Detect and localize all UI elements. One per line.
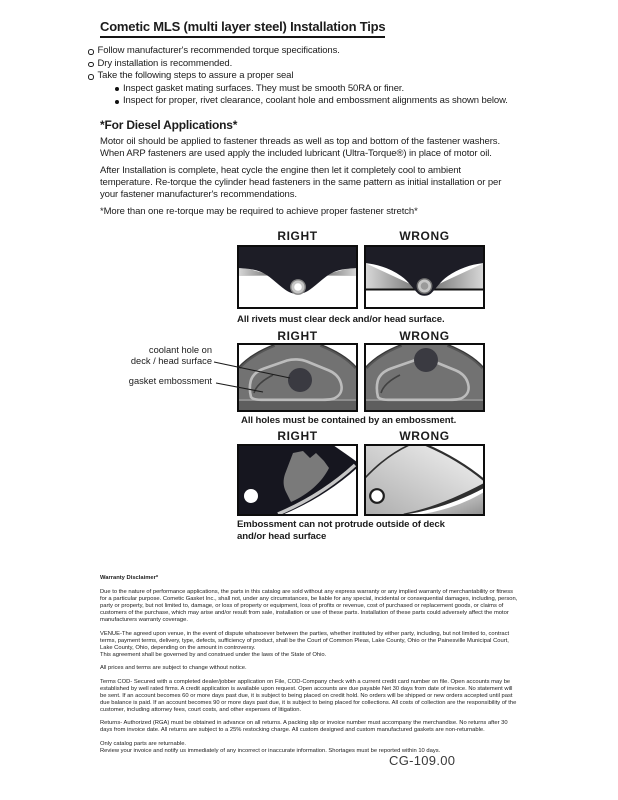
diesel-paragraph: Motor oil should be applied to fastener threads as well as top and bottom of the fastener washers. When ARP fasteners are used apply the included lubricant (Ultra-Torque®) in place of motor oil.	[100, 136, 500, 159]
catalog-page-code: CG-109.00	[389, 753, 456, 768]
legal-paragraph: All prices and terms are subject to change without notice.	[100, 665, 247, 671]
tip-text: Inspect for proper, rivet clearance, coolant hole and embossment alignments as shown below.	[123, 95, 508, 107]
tip-text: Follow manufacturer's recommended torque specifications.	[97, 45, 340, 56]
diagram-row3-caption: Embossment can not protrude outside of deck and/or head surface	[237, 519, 445, 542]
circle-bullet-icon	[88, 49, 94, 55]
circle-bullet-icon	[88, 74, 94, 80]
diagram-row2-caption: All holes must be contained by an embossment.	[241, 415, 457, 426]
tip-text: Dry installation is recommended.	[97, 57, 233, 69]
tip-item	[88, 70, 508, 83]
coolant-hole-right-diagram	[237, 343, 358, 412]
tip-sub-item	[115, 83, 508, 96]
diagram-row1-caption: All rivets must clear deck and/or head surface.	[237, 314, 445, 325]
legal-paragraph: Due to the nature of performance applications, the parts in this catalog are sold without any express warranty or any implied warranty of merchantability or fitness for a particular purpose. Cometic Gasket Inc., shall not, under any circumstances, be liable for any special, incidental or consequential damages, including, person, party or property, but not limited to, damage, or loss of property or equipment, loss of profits or revenue, cost of purchased or replacement goods, or claims of customers of the purchase, which may arise and/or result from sale, installation or use of these parts. Installation of these parts could adversely affect the motor manufacturers warranty coverage.	[100, 589, 518, 623]
dot-bullet-icon	[115, 100, 119, 104]
diagram-row3	[237, 444, 485, 516]
tip-item	[88, 45, 508, 58]
legal-section	[100, 575, 520, 755]
legal-heading: Warranty Disclaimer*	[100, 575, 159, 581]
rivet-right-diagram	[237, 245, 358, 309]
tip-text: Take the following steps to assure a proper seal	[97, 70, 294, 82]
callout-coolant-hole: coolant hole on deck / head surface	[130, 345, 212, 366]
tip-sub-item	[115, 95, 508, 108]
wrong-label: WRONG	[399, 229, 450, 243]
embossment-wrong-diagram	[364, 444, 485, 516]
diagram-row3-labels	[237, 429, 485, 443]
wrong-label: WRONG	[399, 329, 450, 343]
dot-bullet-icon	[115, 87, 119, 91]
tip-item	[88, 58, 508, 71]
right-label: RIGHT	[277, 429, 318, 443]
right-label: RIGHT	[277, 229, 318, 243]
diagram-row1-labels	[237, 229, 485, 243]
diagram-row2	[237, 343, 485, 412]
diesel-heading: *For Diesel Applications*	[100, 118, 238, 132]
callout-gasket-embossment: gasket embossment	[128, 376, 212, 386]
diagram-row1	[237, 245, 485, 309]
embossment-right-diagram	[237, 444, 358, 516]
right-label: RIGHT	[277, 329, 318, 343]
installation-tips-list	[88, 45, 508, 108]
legal-paragraph: This agreement shall be governed by and construed under the laws of the State of Ohio.	[100, 651, 327, 658]
legal-paragraph: Returns- Authorized (RGA) must be obtained in advance on all returns. A packing slip or invoice number must accompany the merchandise. No returns after 30 days from invoice date. All returns are subject to a 25% restocking charge. All custom designed and custom manufactured gaskets are non-returnable.	[100, 720, 508, 733]
coolant-hole-wrong-diagram	[364, 343, 485, 412]
tip-text: Inspect gasket mating surfaces. They must be smooth 50RA or finer.	[123, 82, 405, 94]
legal-paragraph: VENUE-The agreed upon venue, in the event of dispute whatsoever between the parties, whether instituted by either party, including, but not limited to, contract terms, payment terms, delivery, type, defects, sufficiency of product, shall be the Court of Common Pleas, Lake County, Ohio or the Painesville Municipal Court, Lake County, Ohio, depending on the amount in controversy.	[100, 630, 510, 651]
rivet-wrong-diagram	[364, 245, 485, 309]
circle-bullet-icon	[88, 62, 94, 68]
legal-paragraph: Review your invoice and notify us immediately of any incorrect or inaccurate information. Shortages must be reported within 10 days.	[100, 747, 441, 754]
diagram-row2-labels	[237, 329, 485, 343]
diesel-paragraph: After Installation is complete, heat cycle the engine then let it completely cool to ambient temperature. Re-torque the cylinder head fasteners in the same pattern as initial installation or per your fastener manufacturer's recommendations.	[100, 165, 502, 200]
legal-paragraph: Terms COD- Secured with a completed dealer/jobber application on File, COD-Company check with a current credit card number on file. Open accounts may be established by well rated firms. A credit application is available upon request. Open accounts are due payable Net 30 days from date of invoice. No statement will be sent. If an account becomes 60 or more days past due, it is subject to being placed on credit hold. No orders will be shipped or new orders accepted until past due balance is paid. If an account becomes 90 or more days past due, it is subject to being placed for collections. All costs of collection are the responsibility of the customer, including attorney fees, court costs, and other expenses of litigation.	[100, 678, 517, 713]
legal-paragraph: Only catalog parts are returnable.	[100, 740, 187, 747]
retorque-note: *More than one re-torque may be required to achieve proper fastener stretch*	[100, 206, 418, 217]
page-title: Cometic MLS (multi layer steel) Installation Tips	[100, 19, 385, 38]
wrong-label: WRONG	[399, 429, 450, 443]
